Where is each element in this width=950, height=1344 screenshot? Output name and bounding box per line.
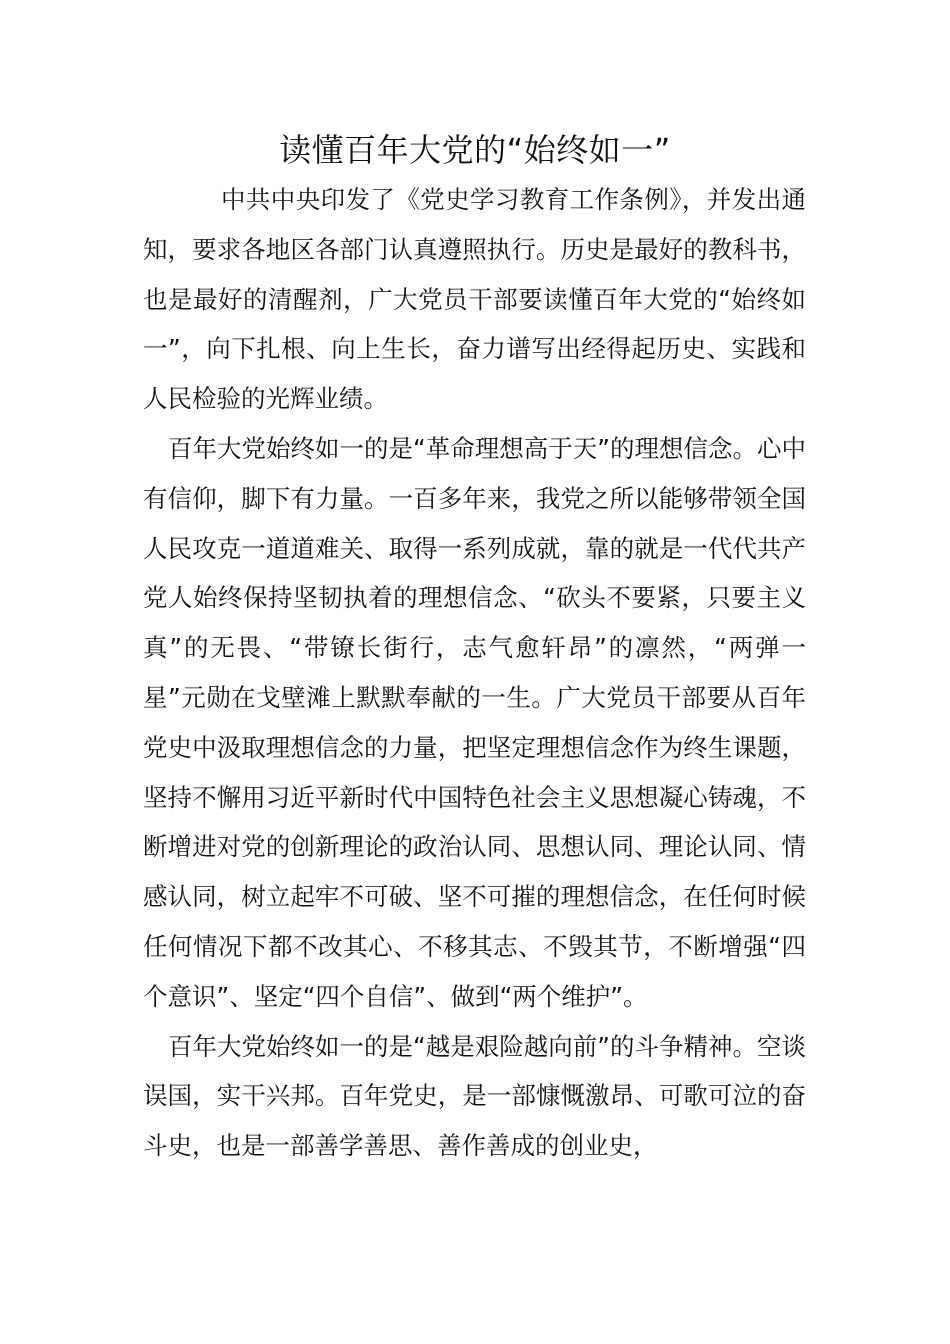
paragraph-struggle: 百年大党始终如一的是“越是艰险越向前”的斗争精神。空谈误国，实干兴邦。百年党史，是一部慷慨激昂、可歌可泣的奋斗史，也是一部善学善思、善作善成的创业史， (143, 1031, 806, 1161)
paragraph-ideals: 百年大党始终如一的是“革命理想高于天”的理想信念。心中有信仰，脚下有力量。一百多年来，我党之所以能够带领全国人民攻克一道道难关、取得一系列成就，靠的就是一代代共产党人始终保持坚韧执着的理想信念、“砍头不要紧，只要主义真”的无畏、“带镣长街行，志气愈轩昂”的凛然，“两弹一星”元勋在戈壁滩上默默奉献的一生。广大党员干部要从百年党史中汲取理想信念的力量，把坚定理想信念作为终生课题，坚持不懈用习近平新时代中国特色社会主义思想凝心铸魂，不断增进对党的创新理论的政治认同、思想认同、理论认同、情感认同，树立起牢不可破、坚不可摧的理想信念，在任何时候任何情况下都不改其心、不移其志、不毁其节，不断增强“四个意识”、坚定“四个自信”、做到“两个维护”。 (143, 433, 806, 1011)
paragraph-intro: 中共中央印发了《党史学习教育工作条例》，并发出通知，要求各地区各部门认真遵照执行。历史是最好的教科书，也是最好的清醒剂，广大党员干部要读懂百年大党的“始终如一”，向下扎根、向上生长，奋力谱写出经得起历史、实践和人民检验的光辉业绩。 (143, 185, 806, 414)
document-body (143, 175, 806, 1171)
document-title: 读懂百年大党的“始终如一” (279, 131, 671, 169)
